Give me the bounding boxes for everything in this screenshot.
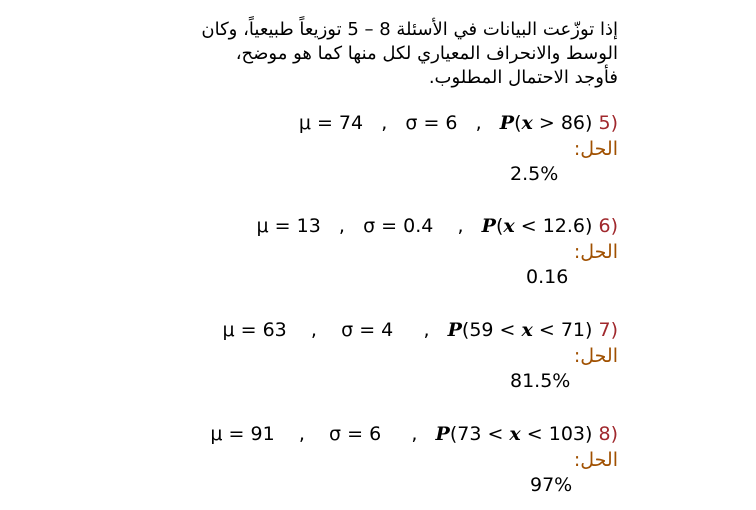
answer-7: 81.5%	[510, 370, 571, 392]
mu-value: μ = 13	[256, 215, 321, 237]
question-8: μ = 91 , σ = 6 , P(73 < x < 103) 8)	[210, 423, 618, 445]
question-5: μ = 74 , σ = 6 , P(x > 86) 5)	[298, 112, 618, 134]
answer-5: 2.5%	[510, 163, 559, 185]
answer-8: 97%	[530, 474, 573, 496]
question-number: 8)	[598, 423, 618, 445]
solution-label: الحل:	[573, 449, 618, 471]
question-7: μ = 63 , σ = 4 , P(59 < x < 71) 7)	[222, 319, 618, 341]
probability-expression: P(x > 86)	[499, 112, 593, 134]
sigma-value: σ = 0.4	[363, 215, 434, 237]
mu-value: μ = 63	[222, 319, 287, 341]
mu-value: μ = 74	[298, 112, 364, 134]
question-number: 5)	[598, 112, 618, 134]
probability-expression: P(73 < x < 103)	[435, 423, 593, 445]
sigma-value: σ = 6	[405, 112, 458, 134]
question-6: μ = 13 , σ = 0.4 , P(x < 12.6) 6)	[256, 215, 618, 237]
question-number: 6)	[598, 215, 618, 237]
intro-line-2: الوسط والانحراف المعياري لكل منها كما هو موضح،	[235, 43, 618, 64]
sigma-value: σ = 6	[329, 423, 382, 445]
probability-expression: P(59 < x < 71)	[447, 319, 593, 341]
answer-6: 0.16	[526, 266, 569, 288]
mu-value: μ = 91	[210, 423, 275, 445]
intro-text	[118, 18, 618, 90]
solution-label: الحل:	[573, 241, 618, 263]
solution-label: الحل:	[573, 138, 618, 160]
sigma-value: σ = 4	[341, 319, 394, 341]
solution-label: الحل:	[573, 345, 618, 367]
probability-expression: P(x < 12.6)	[481, 215, 593, 237]
question-number: 7)	[598, 319, 618, 341]
intro-line-1: إذا توزّعت البيانات في الأسئلة 8 – 5 توزيعاً طبيعياً، وكان	[201, 19, 618, 40]
intro-line-3: فأوجد الاحتمال المطلوب.	[428, 67, 618, 88]
